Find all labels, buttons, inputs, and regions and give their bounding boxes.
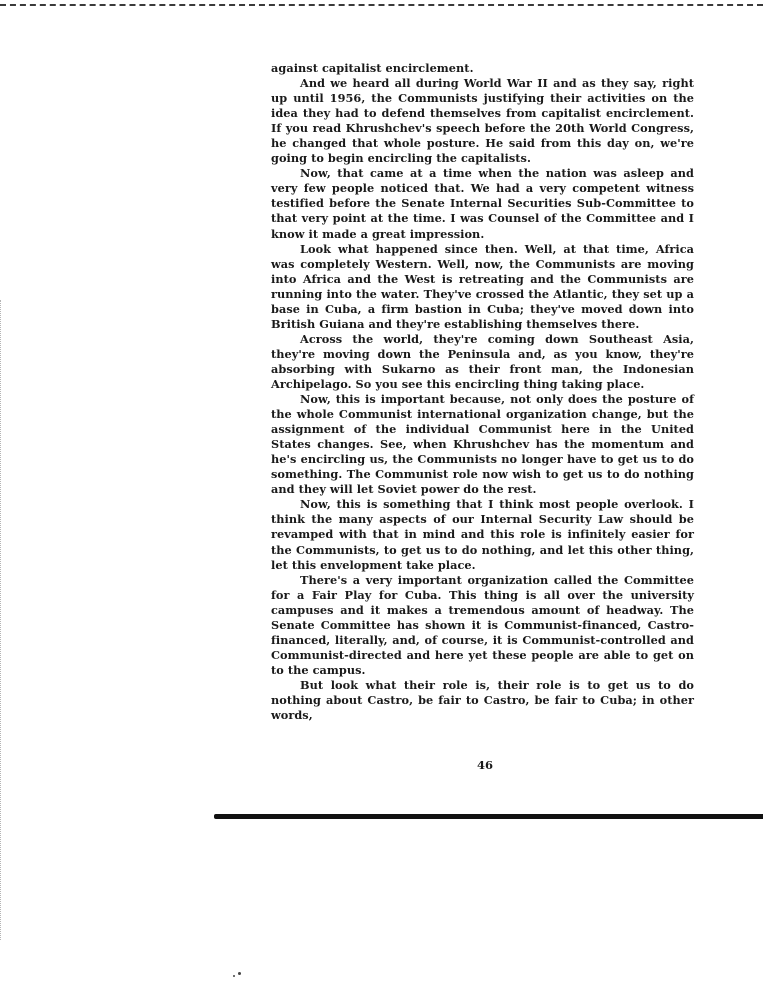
paragraph: Across the world, they're coming down Southeast Asia, they're moving down the Peninsula and, as you know, they're absorbing with Sukarno as their front man, the Indonesian Archipelago. So you see this encircling thing taking place. <box>271 331 694 391</box>
page-number: 46 <box>476 758 493 772</box>
paragraph: But look what their role is, their role is to get us to do nothing about Castro, be fair to Castro, be fair to Cuba; in other words, <box>271 677 694 723</box>
paragraph: And we heard all during World War II and as they say, right up until 1956, the Communists justifying their activities on the idea they had to defend themselves from capitalist encirclement. If you read Khrushchev's speech before the 20th World Congress, he changed that whole posture. He said from this day on, we're going to begin encircling the capitalists. <box>271 76 694 166</box>
document-body <box>271 61 694 723</box>
paragraph-continuation: against capitalist encirclement. <box>271 61 474 75</box>
paragraph: Now, this is something that I think most people overlook. I think the many aspects of our Internal Security Law should be revamped with that in mind and this role is infinitely easier for the Communists, to get us to do nothing, and let this other thing, let this envelopment take place. <box>271 497 694 572</box>
top-scan-border <box>0 4 763 6</box>
left-scan-edge <box>0 300 4 940</box>
paragraph: There's a very important organization called the Committee for a Fair Play for Cuba. This thing is all over the university campuses and it makes a tremendous amount of headway. The Senate Committee has shown it is Communist-financed, Castro-financed, literally, and, of course, it is Communist-controlled and Communist-directed and here yet these people are able to get on to the campus. <box>271 572 694 677</box>
scan-speck <box>238 972 241 975</box>
bottom-rule <box>214 814 763 819</box>
paragraph: Now, this is important because, not only does the posture of the whole Communist international organization change, but the assignment of the individual Communist here in the United States changes. See, when Khrushchev has the momentum and he's encircling us, the Communists no longer have to get us to do something. The Communist role now wish to get us to do nothing and they will let Soviet power do the rest. <box>271 392 694 497</box>
scan-speck <box>233 975 235 977</box>
paragraph: Look what happened since then. Well, at that time, Africa was completely Western. Well, now, the Communists are moving into Africa and the West is retreating and the Communists are running into the water. They've crossed the Atlantic, they set up a base in Cuba, a firm bastion in Cuba; they've moved down into British Guiana and they're establishing themselves there. <box>271 241 694 331</box>
paragraph: Now, that came at a time when the nation was asleep and very few people noticed that. We had a very competent witness testified before the Senate Internal Securities Sub-Committee to that very point at the time. I was Counsel of the Committee and I know it made a great impression. <box>271 166 694 241</box>
